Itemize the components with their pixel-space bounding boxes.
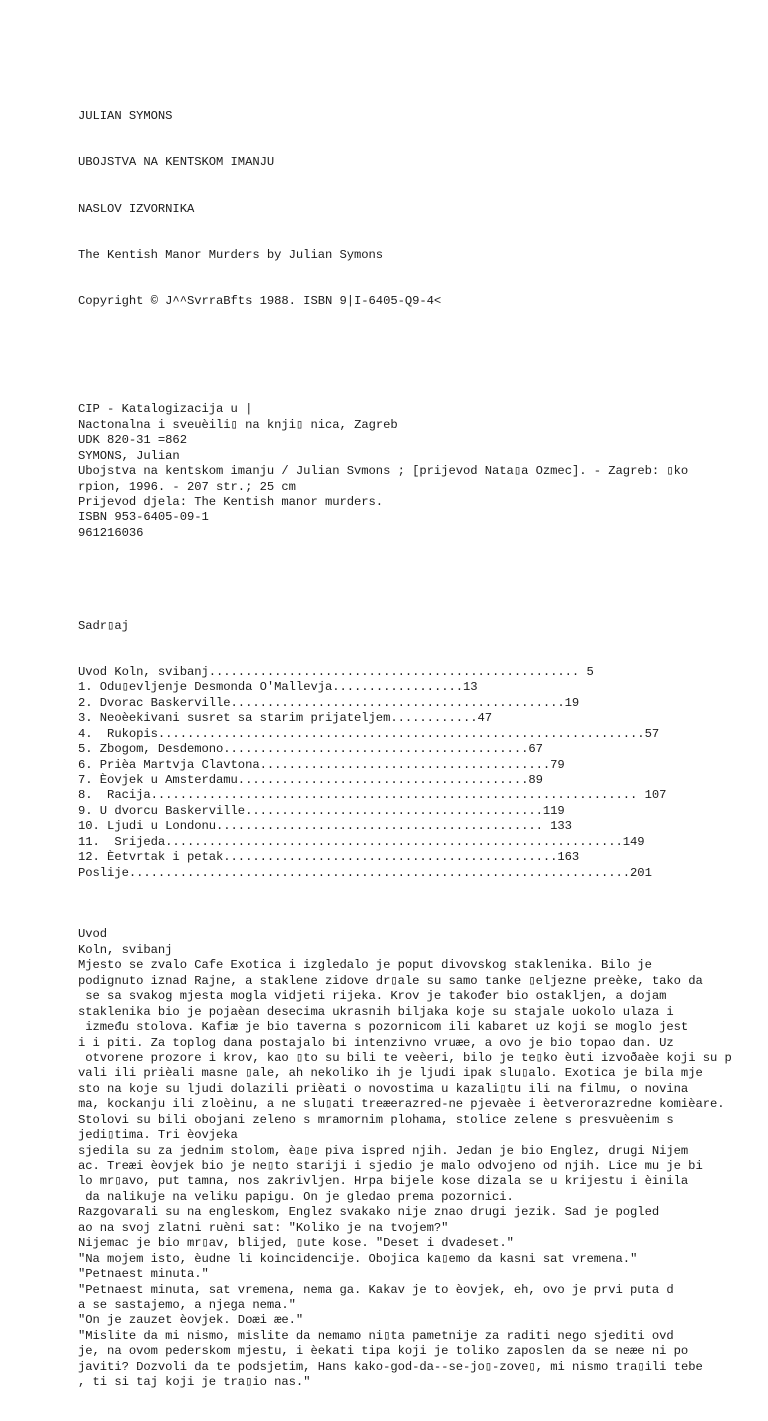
- cip-record: [78, 402, 768, 541]
- original-title: The Kentish Manor Murders by Julian Symons: [78, 247, 384, 262]
- text-line: "Petnaest minuta.": [78, 1267, 209, 1282]
- toc-entry: 11. Srijeda...............................................................149: [78, 834, 645, 849]
- text-line: javiti? Dozvoli da te podsjetim, Hans kako-god-da--se-jo▯-zove▯, mi nismo tra▯ili tebe: [78, 1359, 703, 1374]
- cip-line: 961216036: [78, 525, 144, 540]
- cip-line: Prijevod djela: The Kentish manor murders.: [78, 495, 384, 510]
- text-line: "Petnaest minuta, sat vremena, nema ga. Kakav je to èovjek, eh, ovo je prvi puta d: [78, 1282, 674, 1297]
- text-line: "On je zauzet èovjek. Doæi æe.": [78, 1313, 304, 1328]
- toc-entry: 10. Ljudi u Londonu............................................. 133: [78, 819, 572, 834]
- text-line: sto na koje su ljudi dolazili prièati o novostima u kazali▯tu ili na filmu, o novina: [78, 1081, 689, 1096]
- text-line: Koln, svibanj: [78, 942, 173, 957]
- book-title: UBOJSTVA NA KENTSKOM IMANJU: [78, 155, 275, 170]
- text-line: ao na svoj zlatni ruèni sat: "Koliko je na tvojem?": [78, 1220, 449, 1235]
- front-matter: [78, 78, 768, 1421]
- text-line: da nalikuje na veliku papigu. On je gledao prema pozornici.: [78, 1189, 514, 1204]
- text-line: vali ili prièali masne ▯ale, ah nekoliko ih je ljudi ipak slu▯alo. Exotica je bila mje: [78, 1066, 703, 1081]
- text-line: ac. Treæi èovjek bio je ne▯to stariji i sjedio je malo odvojeno od njih. Lice mu je bi: [78, 1159, 703, 1174]
- blank-line: [78, 341, 768, 356]
- text-line: Stolovi su bili obojani zeleno s mramornim plohama, stolice zelene s presvuèenim s: [78, 1112, 674, 1127]
- text-line: sjedila su za jednim stolom, èa▯e piva ispred njih. Jedan je bio Englez, drugi Nijem: [78, 1143, 689, 1158]
- toc-entry: 2. Dvorac Baskerville..............................................19: [78, 695, 580, 710]
- chapter-text: [78, 927, 768, 1390]
- cip-line: Ubojstva na kentskom imanju / Julian Svmons ; [prijevod Nata▯a Ozmec]. - Zagreb: ▯ko: [78, 464, 689, 479]
- text-line: "Mislite da mi nismo, mislite da nemamo ni▯ta pametnije za raditi nego sjediti ovd: [78, 1328, 674, 1343]
- text-line: se sa svakog mjesta mogla vidjeti rijeka. Krov je također bio ostakljen, a dojam: [78, 989, 667, 1004]
- toc-entry: 7. Èovjek u Amsterdamu........................................89: [78, 773, 543, 788]
- text-line: lo mr▯avo, put tamna, nos zakrivljen. Hrpa bijele kose dizala se u krijestu i èinila: [78, 1174, 689, 1189]
- text-line: Uvod: [78, 927, 108, 942]
- text-line: ma, kockanju ili zloèinu, a ne slu▯ati treæerazred-ne pjevaèe i èetverorazredne komièare.: [78, 1097, 725, 1112]
- text-line: staklenika bio je pojaèan desecima ukrasnih biljaka koje su stajale uokolo ulaza i: [78, 1004, 674, 1019]
- toc-entry: 5. Zbogom, Desdemono..........................................67: [78, 742, 543, 757]
- cip-line: rpion, 1996. - 207 str.; 25 cm: [78, 479, 296, 494]
- book-author: JULIAN SYMONS: [78, 108, 173, 123]
- text-line: između stolova. Kafiæ je bio taverna s pozornicom ili kabaret uz koji se moglo jest: [78, 1020, 689, 1035]
- text-line: i i piti. Za toplog dana postajalo bi intenzivno vruæe, a ovo je bio topao dan. Uz: [78, 1035, 674, 1050]
- cip-line: SYMONS, Julian: [78, 448, 180, 463]
- toc-entry: 1. Odu▯evljenje Desmonda O'Mallevja..................13: [78, 680, 478, 695]
- text-line: otvorene prozore i krov, kao ▯to su bili te veèeri, bilo je te▯ko èuti izvoðaèe koji su p: [78, 1050, 732, 1065]
- toc-entry: 6. Prièa Martvja Clavtona........................................79: [78, 757, 565, 772]
- toc-heading: Sadr▯aj: [78, 618, 129, 633]
- text-line: a se sastajemo, a njega nema.": [78, 1297, 296, 1312]
- text-line: Mjesto se zvalo Cafe Exotica i izgledalo je poput divovskog staklenika. Bilo je: [78, 958, 652, 973]
- toc-entry: 3. Neoèekivani susret sa starim prijateljem............47: [78, 711, 493, 726]
- toc-entry: 4. Rukopis...................................................................57: [78, 726, 660, 741]
- table-of-contents: [78, 588, 768, 881]
- toc-entry: 12. Èetvrtak i petak..............................................163: [78, 850, 580, 865]
- toc-entry: 8. Racija................................................................... 107: [78, 788, 667, 803]
- original-title-label: NASLOV IZVORNIKA: [78, 201, 195, 216]
- text-line: Nijemac je bio mr▯av, blijed, ▯ute kose. "Deset i dvadeset.": [78, 1236, 514, 1251]
- cip-line: UDK 820-31 =862: [78, 433, 187, 448]
- text-line: je, na ovom pederskom mjestu, i èekati tipa koji je toliko zaposlen da se neæe ni po: [78, 1344, 689, 1359]
- toc-entry: 9. U dvorcu Baskerville.........................................119: [78, 803, 565, 818]
- text-line: Razgovarali su na engleskom, Englez svakako nije znao drugi jezik. Sad je pogled: [78, 1205, 660, 1220]
- toc-entry: Poslije.....................................................................201: [78, 865, 652, 880]
- toc-entry: Uvod Koln, svibanj................................................... 5: [78, 664, 594, 679]
- cip-line: CIP - Katalogizacija u |: [78, 402, 253, 417]
- text-line: "Na mojem isto, èudne li koincidencije. Obojica ka▯emo da kasni sat vremena.": [78, 1251, 638, 1266]
- copyright-line: Copyright © J^^SvrraBfts 1988. ISBN 9|I-6405-Q9-4<: [78, 294, 442, 309]
- text-line: podignuto iznad Rajne, a staklene zidove dr▯ale su samo tanke ▯eljezne preèke, tako da: [78, 973, 703, 988]
- text-line: , ti si taj koji je tra▯io nas.": [78, 1375, 311, 1390]
- cip-line: ISBN 953-6405-09-1: [78, 510, 209, 525]
- cip-line: Nactonalna i sveuèili▯ na knji▯ nica, Zagreb: [78, 417, 398, 432]
- text-line: jedi▯tima. Tri èovjeka: [78, 1128, 238, 1143]
